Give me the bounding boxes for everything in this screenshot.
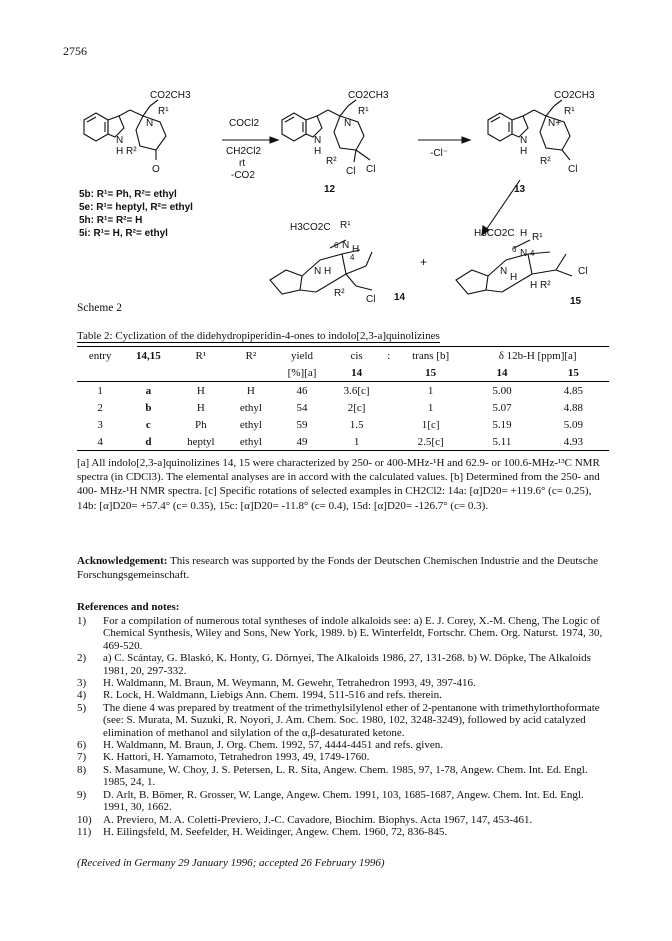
th-colon: :: [383, 347, 395, 365]
label-r1-14: R¹: [340, 220, 351, 231]
label-n-1: N: [146, 118, 154, 129]
label-cl-15: Cl: [578, 266, 588, 277]
indole-pyrrole-ring-1: [108, 116, 124, 137]
label-r1-15: R¹: [532, 232, 543, 243]
table-header-row-1: [77, 347, 609, 365]
reference-item: 5) The diene 4 was prepared by treatment of the trimethylsilylenol ether of 2-pentanone with trimethylorthoformate (see: S. Murata, M. Suzuki, R. Noyori, J. Am. Chem. Soc. 1980, 102, 3248-3249), followed by acid catalyzed elimination of methanol and silylation of the α,β-desaturated ketone.: [77, 701, 600, 739]
th-entry: entry: [77, 347, 123, 365]
th-shift-15: 15: [538, 364, 609, 382]
label-h-12: H: [314, 146, 322, 157]
label-n-indole-13: N: [520, 135, 528, 146]
references-heading: References and notes:: [77, 601, 180, 613]
th-trans: trans [b]: [395, 347, 466, 365]
acknowledgement-text: This research was supported by the Fonds der Deutschen Chemischen Industrie and the Deutsche Forschungsgemeinschaft.: [77, 555, 598, 581]
label-cl-12b: Cl: [366, 164, 376, 175]
reference-item: 10) A. Previero, M. A. Coletti-Previero, J.-C. Cavadore, Biochim. Biophys. Acta 1967, 147, 453-461.: [77, 813, 533, 826]
label-r2-13: R²: [540, 156, 551, 167]
page-number: 2756: [63, 44, 87, 58]
variant-5h: 5h: R¹= R²= H: [79, 215, 143, 226]
reagent-cl-minus: -Cl⁻: [430, 148, 449, 159]
label-n-14: N: [342, 240, 350, 251]
variant-list: [79, 188, 193, 240]
label-h-14a: H: [352, 244, 360, 255]
reference-item: 7) K. Hattori, H. Yamamoto, Tetrahedron 1993, 49, 1749-1760.: [77, 751, 370, 764]
reagent-co2: -CO2: [231, 170, 255, 181]
label-n-indole-1: N: [116, 135, 124, 146]
label-6-14: 6: [334, 241, 339, 250]
label-4-14: 4: [350, 253, 355, 262]
label-h-13: H: [520, 146, 528, 157]
label-cl-14: Cl: [366, 294, 376, 305]
variant-5i: 5i: R¹= H, R²= ethyl: [79, 228, 168, 239]
plus-sign: +: [420, 255, 428, 269]
acknowledgement: [77, 555, 611, 582]
label-h-15c: H: [530, 280, 538, 291]
label-n-indole-15: N: [500, 266, 508, 277]
label-4-15: 4: [530, 249, 535, 258]
table-row: 3 c Ph ethyl 59 1.5 1[c] 5.19 5.09: [97, 418, 583, 431]
compound-13: 13: [514, 184, 526, 195]
label-r2-15: R²: [540, 280, 551, 291]
scheme-caption: Scheme 2: [77, 302, 123, 314]
reference-item: 3) H. Waldmann, M. Braun, M. Weymann, M. Gewehr, Tetrahedron 1993, 49, 397-416.: [77, 677, 476, 690]
label-h3co2c-14: H3CO2C: [290, 222, 331, 233]
reference-item: 1) For a compilation of numerous total syntheses of indole alkaloids see: a) E. J. Corey, X.-M. Cheng, The Logic of Chemical Synthesis, Wiley and Sons, New York, 1989. b) E. Winterfeldt, Fortschr. Chem. Org. Naturst. 1974, 30, 469-520.: [77, 615, 603, 652]
compound-12: 12: [324, 184, 336, 195]
label-nplus-13: N+: [548, 118, 562, 129]
th-compound: 14,15: [123, 347, 173, 365]
indole-ring-14: [270, 270, 302, 294]
th-r2: R²: [228, 347, 273, 365]
table-footnote: [a] All indolo[2,3-a]quinolizines 14, 15 were characterized by 250- or 400-MHz-¹H and 62.9- or 100.6-MHz-¹³C NMR spectra (in CDCl3). The elemental analyses are in accord with the calculated values. [b] Determined from the 250- and 400- MHz-¹H NMR spectra. [c] Specific rotations of selected examples in CH2Cl2: 14a: [α]D20= +119.6° (c= 0.25), 14b: [α]D20= +57.4° (c= 0.35), 15c: [α]D20= -11.8° (c= 0.4), 15d: [α]D20= -126.7° (c= 0.3).: [77, 457, 600, 512]
reference-item: 6) H. Waldmann, M. Braun, J. Org. Chem. 1992, 57, 4444-4451 and refs. given.: [77, 739, 443, 752]
reference-item: 2) a) C. Scántay, G. Blaskó, K. Honty, G. Dörnyei, The Alkaloids 1986, 27, 131-268. b) W. Döpke, The Alkaloids 1981, 20, 297-332.: [77, 652, 591, 677]
label-co2ch3-13: CO2CH3: [554, 90, 595, 101]
label-n-12: N: [344, 118, 352, 129]
reagent-cocl2: COCl2: [229, 118, 260, 129]
reagent-rt: rt: [239, 158, 246, 169]
reference-list: [77, 615, 611, 838]
acknowledgement-label: Acknowledgement:: [77, 555, 168, 567]
label-h-14b: H: [324, 266, 332, 277]
reference-item: 4) R. Lock, H. Waldmann, Liebigs Ann. Chem. 1994, 511-516 and refs. therein.: [77, 689, 442, 702]
th-yield: yield: [274, 347, 331, 365]
label-o-1: O: [152, 164, 160, 175]
reference-item: 8) S. Masamune, W. Choy, J. S. Petersen, L. R. Sita, Angew. Chem. 1985, 97, 1-78, Angew. Chem. Int. Ed. Engl. 1985, 24, 1.: [77, 763, 588, 789]
th-yield-unit: [%][a]: [274, 364, 331, 382]
label-n-indole-14: N: [314, 266, 322, 277]
th-shift: δ 12b-H [ppm][a]: [466, 347, 609, 365]
table-row: 2 b H ethyl 54 2[c] 1 5.07 4.88: [97, 401, 583, 414]
table-header-row-2: [77, 364, 609, 382]
label-h-15b: H: [510, 272, 518, 283]
label-r1-12: R¹: [358, 106, 369, 117]
label-h3co2c-15: H3CO2C: [474, 228, 515, 239]
th-cis: cis: [331, 347, 383, 365]
label-h-1: H: [116, 146, 124, 157]
label-h-15a: H: [520, 228, 528, 239]
table-row: 4 d heptyl ethyl 49 1 2.5[c] 5.11 4.93: [77, 433, 609, 451]
indole-ring-15: [456, 270, 488, 294]
label-r1-1: R¹: [158, 106, 169, 117]
label-r2-12: R²: [326, 156, 337, 167]
label-n-indole-12: N: [314, 135, 322, 146]
reagent-ch2cl2: CH2Cl2: [226, 146, 262, 157]
th-trans-15: 15: [395, 364, 466, 382]
th-r1: R¹: [173, 347, 228, 365]
label-cl-12a: Cl: [346, 166, 356, 177]
th-shift-14: 14: [466, 364, 537, 382]
label-6-15: 6: [512, 245, 517, 254]
label-cl-13: Cl: [568, 164, 578, 175]
label-co2ch3-1: CO2CH3: [150, 90, 191, 101]
compound-15: 15: [570, 296, 582, 307]
label-r2-1: R²: [126, 146, 137, 157]
table-row: 1 a H H 46 3.6[c] 1 5.00 4.85: [97, 384, 583, 397]
th-cis-14: 14: [331, 364, 383, 382]
reaction-arrows: [222, 137, 520, 235]
compound-14: 14: [394, 292, 406, 303]
label-r2-14: R²: [334, 288, 345, 299]
label-r1-13: R¹: [564, 106, 575, 117]
reference-item: 9) D. Arlt, B. Bömer, R. Grosser, W. Lange, Angew. Chem. 1991, 103, 1685-1687, Angew. Chem. Int. Ed. Engl. 1991, 30, 1662.: [77, 788, 584, 814]
table-caption: Table 2: Cyclization of the didehydropiperidin-4-ones to indolo[2,3-a]quinolizines: [77, 330, 440, 342]
variant-5e: 5e: R¹= heptyl, R²= ethyl: [79, 202, 193, 213]
variant-5b: 5b: R¹= Ph, R²= ethyl: [79, 189, 177, 200]
label-n-15: N: [520, 248, 528, 259]
data-table: [77, 346, 609, 451]
reference-item: 11) H. Eilingsfeld, M. Seefelder, H. Weidinger, Angew. Chem. 1960, 72, 836-845.: [77, 825, 448, 838]
received-note: (Received in Germany 29 January 1996; accepted 26 February 1996): [77, 857, 385, 869]
label-co2ch3-12: CO2CH3: [348, 90, 389, 101]
